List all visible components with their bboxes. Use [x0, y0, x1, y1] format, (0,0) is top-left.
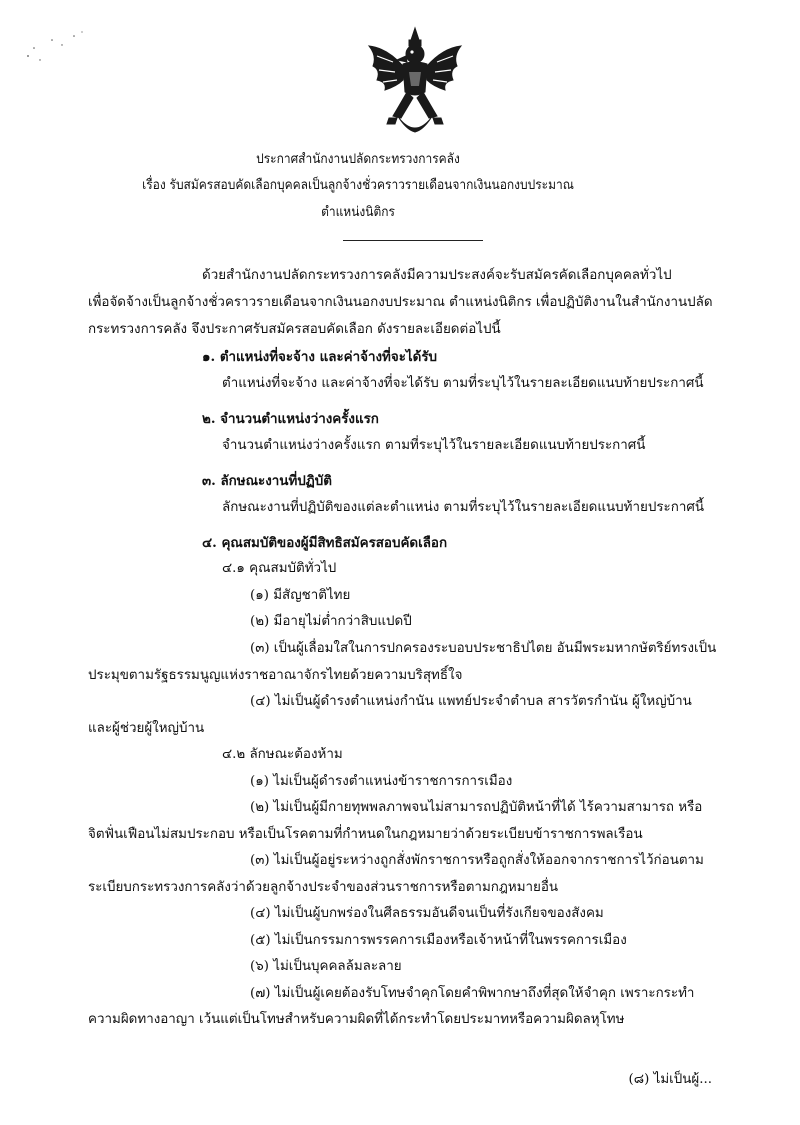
- prohibited-item-7-line-1: (๗) ไม่เป็นผู้เคยต้องรับโทษจำคุกโดยคำพิพากษาถึงที่สุดให้จำคุก เพราะกระทำ: [250, 986, 695, 1001]
- prohibited-item-6: (๖) ไม่เป็นบุคคลล้มละลาย: [250, 959, 402, 974]
- section-2-body: จำนวนตำแหน่งว่างครั้งแรก ตามที่ระบุไว้ในรายละเอียดแนบท้ายประกาศนี้: [222, 438, 646, 453]
- prohibited-item-7-line-2: ความผิดทางอาญา เว้นแต่เป็นโทษสำหรับความผิดที่ได้กระทำโดยประมาทหรือความผิดลหุโทษ: [88, 1012, 625, 1027]
- garuda-emblem-icon: [363, 26, 467, 138]
- section-4-heading: ๔. คุณสมบัติของผู้มีสิทธิสมัครสอบคัดเลือก: [202, 535, 448, 551]
- prohibited-item-5: (๕) ไม่เป็นกรรมการพรรคการเมืองหรือเจ้าหน้าที่ในพรรคการเมือง: [250, 933, 627, 948]
- scan-specks: [22, 26, 92, 66]
- intro-line-2: เพื่อจัดจ้างเป็นลูกจ้างชั่วคราวรายเดือนจากเงินนอกงบประมาณ ตำแหน่งนิติกร เพื่อปฏิบัติงานในสำนักงานปลัด: [88, 295, 713, 310]
- prohibited-item-3-line-1: (๓) ไม่เป็นผู้อยู่ระหว่างถูกสั่งพักราชการหรือถูกสั่งให้ออกจากราชการไว้ก่อนตาม: [250, 853, 704, 868]
- document-position: ตำแหน่งนิติกร: [321, 205, 395, 220]
- section-3-heading: ๓. ลักษณะงานที่ปฏิบัติ: [202, 473, 332, 489]
- general-item-3-line-2: ประมุขตามรัฐธรรมนูญแห่งราชอาณาจักรไทยด้วยความบริสุทธิ์ใจ: [88, 668, 463, 683]
- section-2-heading: ๒. จำนวนตำแหน่งว่างครั้งแรก: [202, 411, 379, 427]
- general-item-4-line-2: และผู้ช่วยผู้ใหญ่บ้าน: [88, 721, 205, 736]
- document-title: ประกาศสำนักงานปลัดกระทรวงการคลัง: [256, 152, 460, 167]
- intro-line-3: กระทรวงการคลัง จึงประกาศรับสมัครสอบคัดเลือก ดังรายละเอียดต่อไปนี้: [88, 322, 501, 337]
- general-item-2: (๒) มีอายุไม่ต่ำกว่าสิบแปดปี: [250, 614, 412, 629]
- general-item-4-line-1: (๔) ไม่เป็นผู้ดำรงตำแหน่งกำนัน แพทย์ประจำตำบล สารวัตรกำนัน ผู้ใหญ่บ้าน: [250, 694, 692, 709]
- intro-line-1: ด้วยสำนักงานปลัดกระทรวงการคลังมีความประสงค์จะรับสมัครคัดเลือกบุคคลทั่วไป: [202, 268, 672, 283]
- prohibited-item-2-line-1: (๒) ไม่เป็นผู้มีกายทุพพลภาพจนไม่สามารถปฏิบัติหน้าที่ได้ ไร้ความสามารถ หรือ: [250, 800, 703, 815]
- prohibited-item-3-line-2: ระเบียบกระทรวงการคลังว่าด้วยลูกจ้างประจำของส่วนราชการหรือตามกฎหมายอื่น: [88, 880, 559, 895]
- header-divider: [343, 240, 483, 241]
- prohibited-heading: ๔.๒ ลักษณะต้องห้าม: [222, 747, 343, 762]
- prohibited-item-4: (๔) ไม่เป็นผู้บกพร่องในศีลธรรมอันดีจนเป็นที่รังเกียจของสังคม: [250, 906, 604, 921]
- general-item-1: (๑) มีสัญชาติไทย: [250, 588, 351, 603]
- prohibited-item-2-line-2: จิตฟั่นเฟือนไม่สมประกอบ หรือเป็นโรคตามที่กำหนดในกฎหมายว่าด้วยระเบียบข้าราชการพลเรือน: [88, 827, 643, 842]
- prohibited-item-1: (๑) ไม่เป็นผู้ดำรงตำแหน่งข้าราชการการเมือง: [250, 774, 513, 789]
- general-item-3-line-1: (๓) เป็นผู้เลื่อมใสในการปกครองระบอบประชาธิปไตย อันมีพระมหากษัตริย์ทรงเป็น: [250, 641, 717, 656]
- general-qualifications-heading: ๔.๑ คุณสมบัติทั่วไป: [222, 561, 337, 576]
- section-1-body: ตำแหน่งที่จะจ้าง และค่าจ้างที่จะได้รับ ตามที่ระบุไว้ในรายละเอียดแนบท้ายประกาศนี้: [222, 376, 704, 391]
- document-subject: เรื่อง รับสมัครสอบคัดเลือกบุคคลเป็นลูกจ้างชั่วคราวรายเดือนจากเงินนอกงบประมาณ: [142, 178, 574, 193]
- section-3-body: ลักษณะงานที่ปฏิบัติของแต่ละตำแหน่ง ตามที่ระบุไว้ในรายละเอียดแนบท้ายประกาศนี้: [222, 500, 705, 515]
- section-1-heading: ๑. ตำแหน่งที่จะจ้าง และค่าจ้างที่จะได้รับ: [202, 349, 438, 365]
- page-continuation: (๘) ไม่เป็นผู้...: [628, 1072, 712, 1087]
